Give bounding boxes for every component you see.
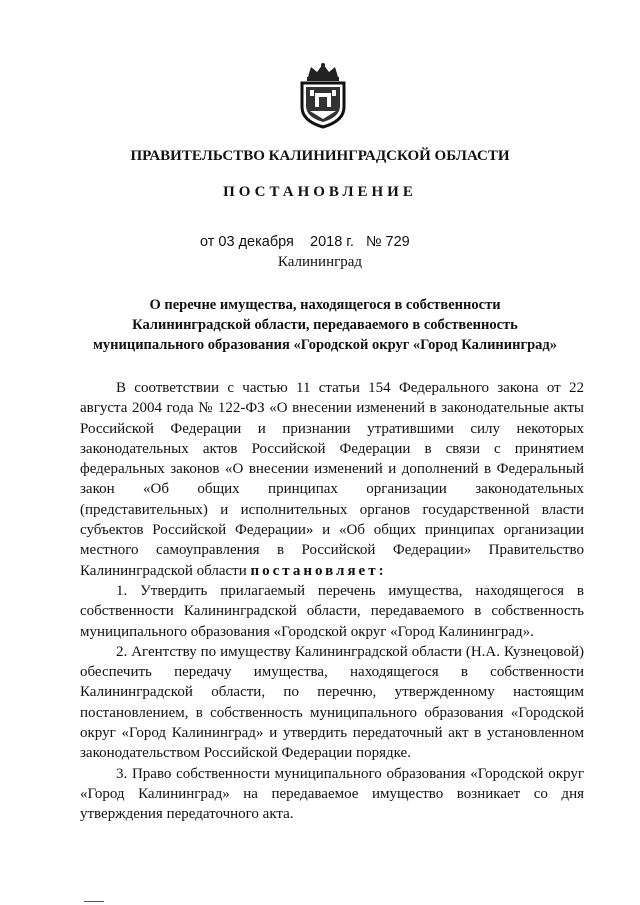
organization-title: ПРАВИТЕЛЬСТВО КАЛИНИНГРАДСКОЙ ОБЛАСТИ xyxy=(130,148,510,164)
subject-line: Калининградской области, передаваемого в собственность xyxy=(132,317,518,333)
preamble-paragraph xyxy=(80,378,584,581)
document-subject xyxy=(80,295,570,355)
subject-line: муниципального образования «Городской округ «Город Калининград» xyxy=(93,337,557,353)
date-value: 03 декабря xyxy=(218,234,294,250)
item-3: 3. Право собственности муниципального образования «Городской округ «Город Калининград» на передаваемое имущество возникает со дня утверждения передаточного акта. xyxy=(80,765,584,823)
document-type: ПОСТАНОВЛЕНИЕ xyxy=(223,184,417,200)
item-1: 1. Утвердить прилагаемый перечень имущества, находящегося в собственности Калининградской области, передаваемого в собственность муниципального образования «Городской округ «Город Калининград». xyxy=(80,582,584,640)
document-body xyxy=(80,378,584,825)
date-prefix: от xyxy=(200,234,215,250)
preamble-text: В соответствии с частью 11 статьи 154 Федерального закона от 22 августа 2004 года № 122-ФЗ «О внесении изменений в законодательные акты Российской Федерации и признании утратившими силу некоторых законодательных актов Российской Федерации в связи с принятием федеральных законов «О внесении изменений и дополнений в Федеральный закон «Об общих принципах организации законодательных (представительных) и исполнительных органов государственной власти субъектов Российской Федерации» и «Об общих принципах организации местного самоуправления в Российской Федерации» Правительство Калининградской области xyxy=(80,380,584,579)
city: Калининград xyxy=(277,254,363,270)
document-number: 729 xyxy=(385,234,410,250)
decree-word: постановляет: xyxy=(250,562,387,579)
subject-line: О перечне имущества, находящегося в собственности xyxy=(149,297,501,313)
coat-of-arms-icon xyxy=(298,63,348,129)
item-2: 2. Агентству по имуществу Калининградской области (Н.А. Кузнецовой) обеспечить передачу имущества, находящегося в собственности Калининградской области, по перечню, утвержденному настоящим постановлением, в собственность муниципального образования «Городской округ «Город Калининград» и утвердить передаточный акт в установленном законодательством Российской Федерации порядке. xyxy=(80,643,584,762)
date-line xyxy=(200,234,410,250)
number-label: № xyxy=(365,234,382,250)
year-value: 2018 г. xyxy=(310,234,354,250)
footer-rule xyxy=(84,901,104,902)
